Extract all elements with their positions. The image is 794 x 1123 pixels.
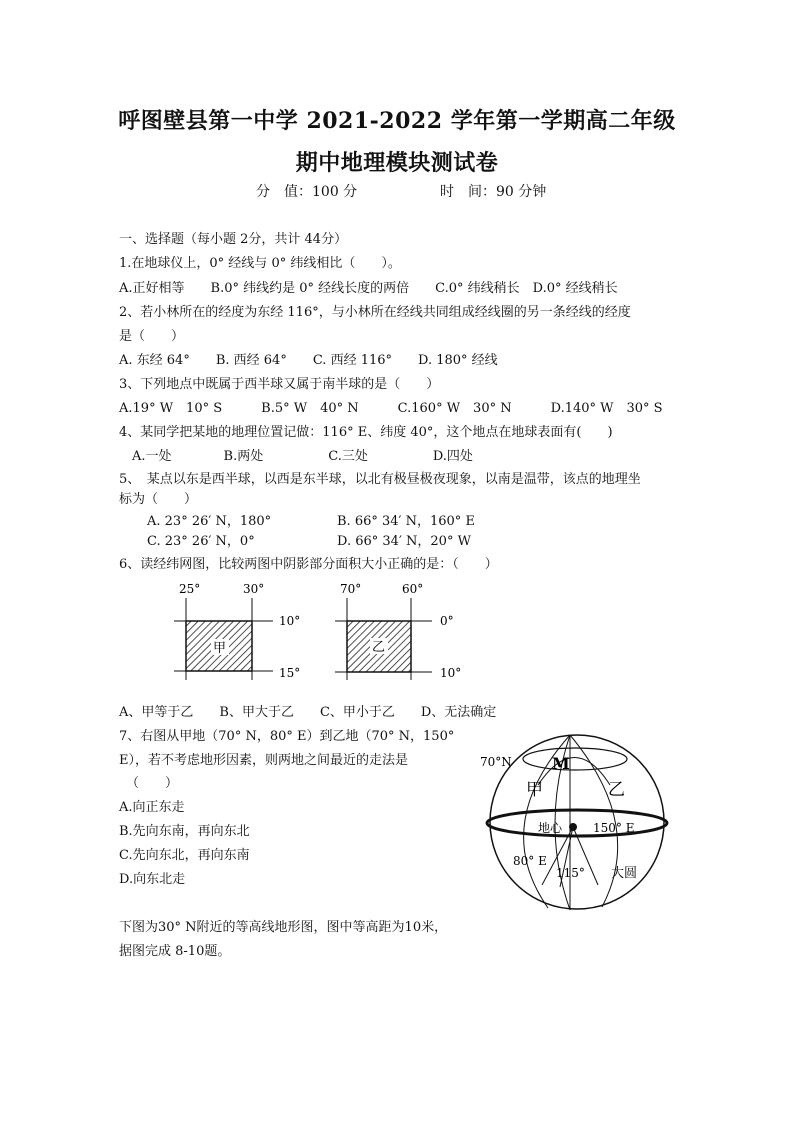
globe-m-label: M bbox=[552, 754, 570, 773]
equator-plane bbox=[487, 810, 667, 836]
q7-option-c: C.先向东北，再向东南 bbox=[119, 848, 250, 863]
q7-option-d: D.向东北走 bbox=[119, 872, 186, 887]
q5-stem-2: 标为（ ） bbox=[119, 492, 198, 507]
fig-a-bottom-lat: 15° bbox=[279, 666, 301, 680]
grid-figure-yi bbox=[330, 580, 470, 685]
q7-stem-1: 7、右图从甲地（70° N，80° E）到乙地（70° N，150° bbox=[119, 729, 455, 744]
globe-jia-label: 甲 bbox=[526, 780, 543, 800]
q1-options: A.正好相等 B.0° 纬线约是 0° 经线长度的两倍 C.0° 纬线稍长 D.0° 经线稍长 bbox=[119, 281, 618, 296]
title-line-2: 期中地理模块测试卷 bbox=[295, 150, 499, 176]
q5-option-a: A. 23° 26′ N，180° bbox=[147, 514, 272, 529]
globe-yi-label: 乙 bbox=[608, 780, 625, 800]
globe-lat-label: 70°N bbox=[480, 755, 512, 769]
fig-a-top-lat: 10° bbox=[279, 614, 301, 628]
q5-option-c: C. 23° 26′ N，0° bbox=[147, 534, 255, 549]
fig-b-top-lat: 0° bbox=[440, 614, 454, 628]
globe-lon-80-label: 80° E bbox=[513, 854, 547, 868]
globe-lon-150-label: 150° E bbox=[593, 821, 635, 835]
fig-a-right-lon: 30° bbox=[243, 582, 265, 596]
q7-stem-3: （ ） bbox=[126, 776, 179, 791]
q4-stem: 4、某同学把某地的地理位置记做：116° E、纬度 40°，这个地点在地球表面有( ) bbox=[119, 425, 613, 440]
parallel-70n bbox=[523, 748, 627, 770]
section-heading: 一、选择题（每小题 2分，共计 44分） bbox=[119, 232, 348, 247]
globe-outline bbox=[490, 735, 664, 909]
q1-stem: 1.在地球仪上，0° 经线与 0° 纬线相比（ ）。 bbox=[119, 256, 401, 271]
earth-center-dot bbox=[569, 823, 577, 831]
q7-option-a: A.向正东走 bbox=[119, 800, 185, 815]
q6-options: A、甲等于乙 B、甲大于乙 C、甲小于乙 D、无法确定 bbox=[119, 705, 497, 720]
fig-a-left-lon: 25° bbox=[179, 582, 201, 596]
note-line-2: 据图完成 8-10题。 bbox=[119, 944, 231, 959]
fig-b-left-lon: 70° bbox=[340, 582, 362, 596]
q6-stem: 6、读经纬网图，比较两图中阴影部分面积大小正确的是：（ ） bbox=[119, 557, 498, 572]
note-line-1: 下图为30° N附近的等高线地形图，图中等高距为10米， bbox=[119, 920, 448, 935]
q7-option-b: B.先向东南，再向东北 bbox=[119, 824, 250, 839]
globe-great-circle-label: 大圆 bbox=[611, 866, 638, 881]
fig-a-label: 甲 bbox=[213, 641, 227, 656]
fig-b-bottom-lat: 10° bbox=[440, 666, 462, 680]
globe-center-label: 地心 bbox=[538, 821, 563, 835]
q2-options: A. 东经 64° B. 西经 64° C. 西经 116° D. 180° 经线 bbox=[119, 353, 498, 368]
grid-figure-jia bbox=[168, 580, 308, 685]
q2-stem-1: 2、若小林所在的经度为东经 116°，与小林所在经线共同组成经线圈的另一条经线的经度 bbox=[119, 305, 631, 320]
title-line-1: 呼图壁县第一中学 2021-2022 学年第一学期高二年级 bbox=[118, 108, 676, 134]
globe-figure bbox=[470, 725, 680, 915]
q4-options: A.一处 B.两处 C.三处 D.四处 bbox=[132, 449, 473, 464]
score-info: 分 值：100 分 bbox=[256, 184, 358, 200]
q5-option-d: D. 66° 34′ N，20° W bbox=[337, 534, 471, 549]
q5-option-b: B. 66° 34′ N，160° E bbox=[337, 514, 475, 529]
time-info: 时 间：90 分钟 bbox=[440, 184, 547, 200]
q5-stem-1: 5、 某点以东是西半球，以西是东半球，以北有极昼极夜现象，以南是温带，该点的地理坐 bbox=[119, 472, 641, 487]
q3-stem: 3、下列地点中既属于西半球又属于南半球的是（ ） bbox=[119, 377, 440, 392]
q7-stem-2: E），若不考虑地形因素，则两地之间最近的走法是 bbox=[119, 753, 408, 768]
fig-b-right-lon: 60° bbox=[402, 582, 424, 596]
fig-b-label: 乙 bbox=[372, 640, 386, 655]
q2-stem-2: 是（ ） bbox=[119, 329, 185, 344]
q3-options: A.19° W 10° S B.5° W 40° N C.160° W 30° N D.140° W 30° S bbox=[119, 401, 663, 416]
globe-lon-115-label: 115° bbox=[556, 866, 585, 880]
